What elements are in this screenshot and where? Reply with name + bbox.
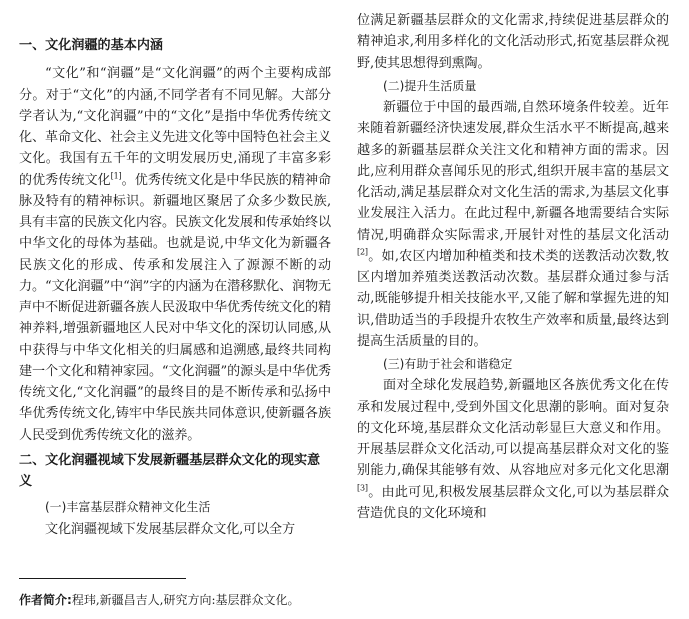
footnote-rule xyxy=(19,578,186,579)
section1-paragraph xyxy=(19,63,331,446)
footnote-text: 程玮,新疆昌吉人,研究方向:基层群众文化。 xyxy=(71,593,300,607)
sub1-paragraph-continued: 位满足新疆基层群众的文化需求,持续促进基层群众的精神追求,利用多样化的文化活动形式,拓宽基层群众视野,使其思想得到熏陶。 xyxy=(357,13,669,71)
subheading-3: (三)有助于社会和谐稳定 xyxy=(383,357,513,371)
citation-1: [1] xyxy=(110,171,122,181)
sub2-text-b: 。如,农区内增加种植类和技术类的送教活动次数,牧区内增加养殖类送教活动次数。基层群众通过参与活动,既能够提升相关技能水平,又能了解和掌握先进的知识,借助适当的手段提升农牧生产效率和质量,最终达到提高生活质量的目的。 xyxy=(357,248,669,349)
section-heading-1: 一、文化润疆的基本内涵 xyxy=(19,38,164,53)
author-footnote xyxy=(19,592,669,608)
section-heading-2: 二、文化润疆视域下发展新疆基层群众文化的现实意义 xyxy=(19,452,321,489)
sub2-text-a: 新疆位于中国的最西端,自然环境条件较差。近年来随着新疆经济快速发展,群众生活水平不断提高,越来越多的新疆基层群众关注文化和精神方面的需求。因此,应利用群众喜闻乐见的形式,组织开展丰富的基层文化活动,满足基层群众对文化生活的需求,为基层文化事业发展注入活力。在此过程中,新疆各地需要结合实际情况,明确群众实际需求,开展针对性的基层文化活动 xyxy=(357,100,669,243)
sub3-text-a: 面对全球化发展趋势,新疆地区各族优秀文化在传承和发展过程中,受到外国文化思潮的影响。面对复杂的文化环境,基层群众文化活动彰显巨大意义和作用。开展基层群众文化活动,可以提高基层群众对文化的鉴别能力,确保其能够有效、从容地应对多元化文化思潮 xyxy=(357,378,669,479)
subheading-2: (二)提升生活质量 xyxy=(383,78,477,93)
sub1-paragraph-start: 文化润疆视域下发展基层群众文化,可以全方 xyxy=(45,521,295,537)
sub2-paragraph xyxy=(357,97,669,352)
citation-3: [3] xyxy=(357,483,368,493)
sub3-paragraph xyxy=(357,375,669,524)
citation-2: [2] xyxy=(357,247,368,257)
section1-text-b: 。优秀传统文化是中华民族的精神命脉及特有的精神标识。新疆地区聚居了众多少数民族,具有丰富的民族文化内容。民族文化发展和传承始终以中华文化的母体为基础。也就是说,中华文化为新疆各民族文化的形成、传承和发展注入了源源不断的动力。“文化润疆”中“润”字的内涵为在潜移默化、润物无声中不断促进新疆各族人民汲取中华优秀传统文化的精神养料,增强新疆地区人民对中华文化的深切认同感,从中获得与中华文化相关的归属感和追溯感,最终共同构建一个文化和精神家园。“文化润疆”的源头是中华优秀传统文化,“文化润疆”的最终目的是不断传承和弘扬中华优秀传统文化,铸牢中华民族共同体意识,使新疆各族人民受到优秀传统文化的滋养。 xyxy=(19,172,331,443)
section1-text-a: “文化”和“润疆”是“文化润疆”的两个主要构成部分。对于“文化”的内涵,不同学者有不同见解。大部分学者认为,“文化润疆”中的“文化”是指中华优秀传统文化、革命文化、社会主义先进文化等中国特色社会主义文化。我国有五千年的文明发展历史,涌现了丰富多彩的优秀传统文化 xyxy=(19,66,331,188)
subheading-1: (一)丰富基层群众精神文化生活 xyxy=(45,500,211,515)
footnote-label: 作者简介: xyxy=(19,593,72,607)
right-column xyxy=(357,0,669,524)
left-column xyxy=(19,0,331,540)
sub3-text-b: 。由此可见,积极发展基层群众文化,可以为基层群众营造优良的文化环境和 xyxy=(357,484,669,521)
